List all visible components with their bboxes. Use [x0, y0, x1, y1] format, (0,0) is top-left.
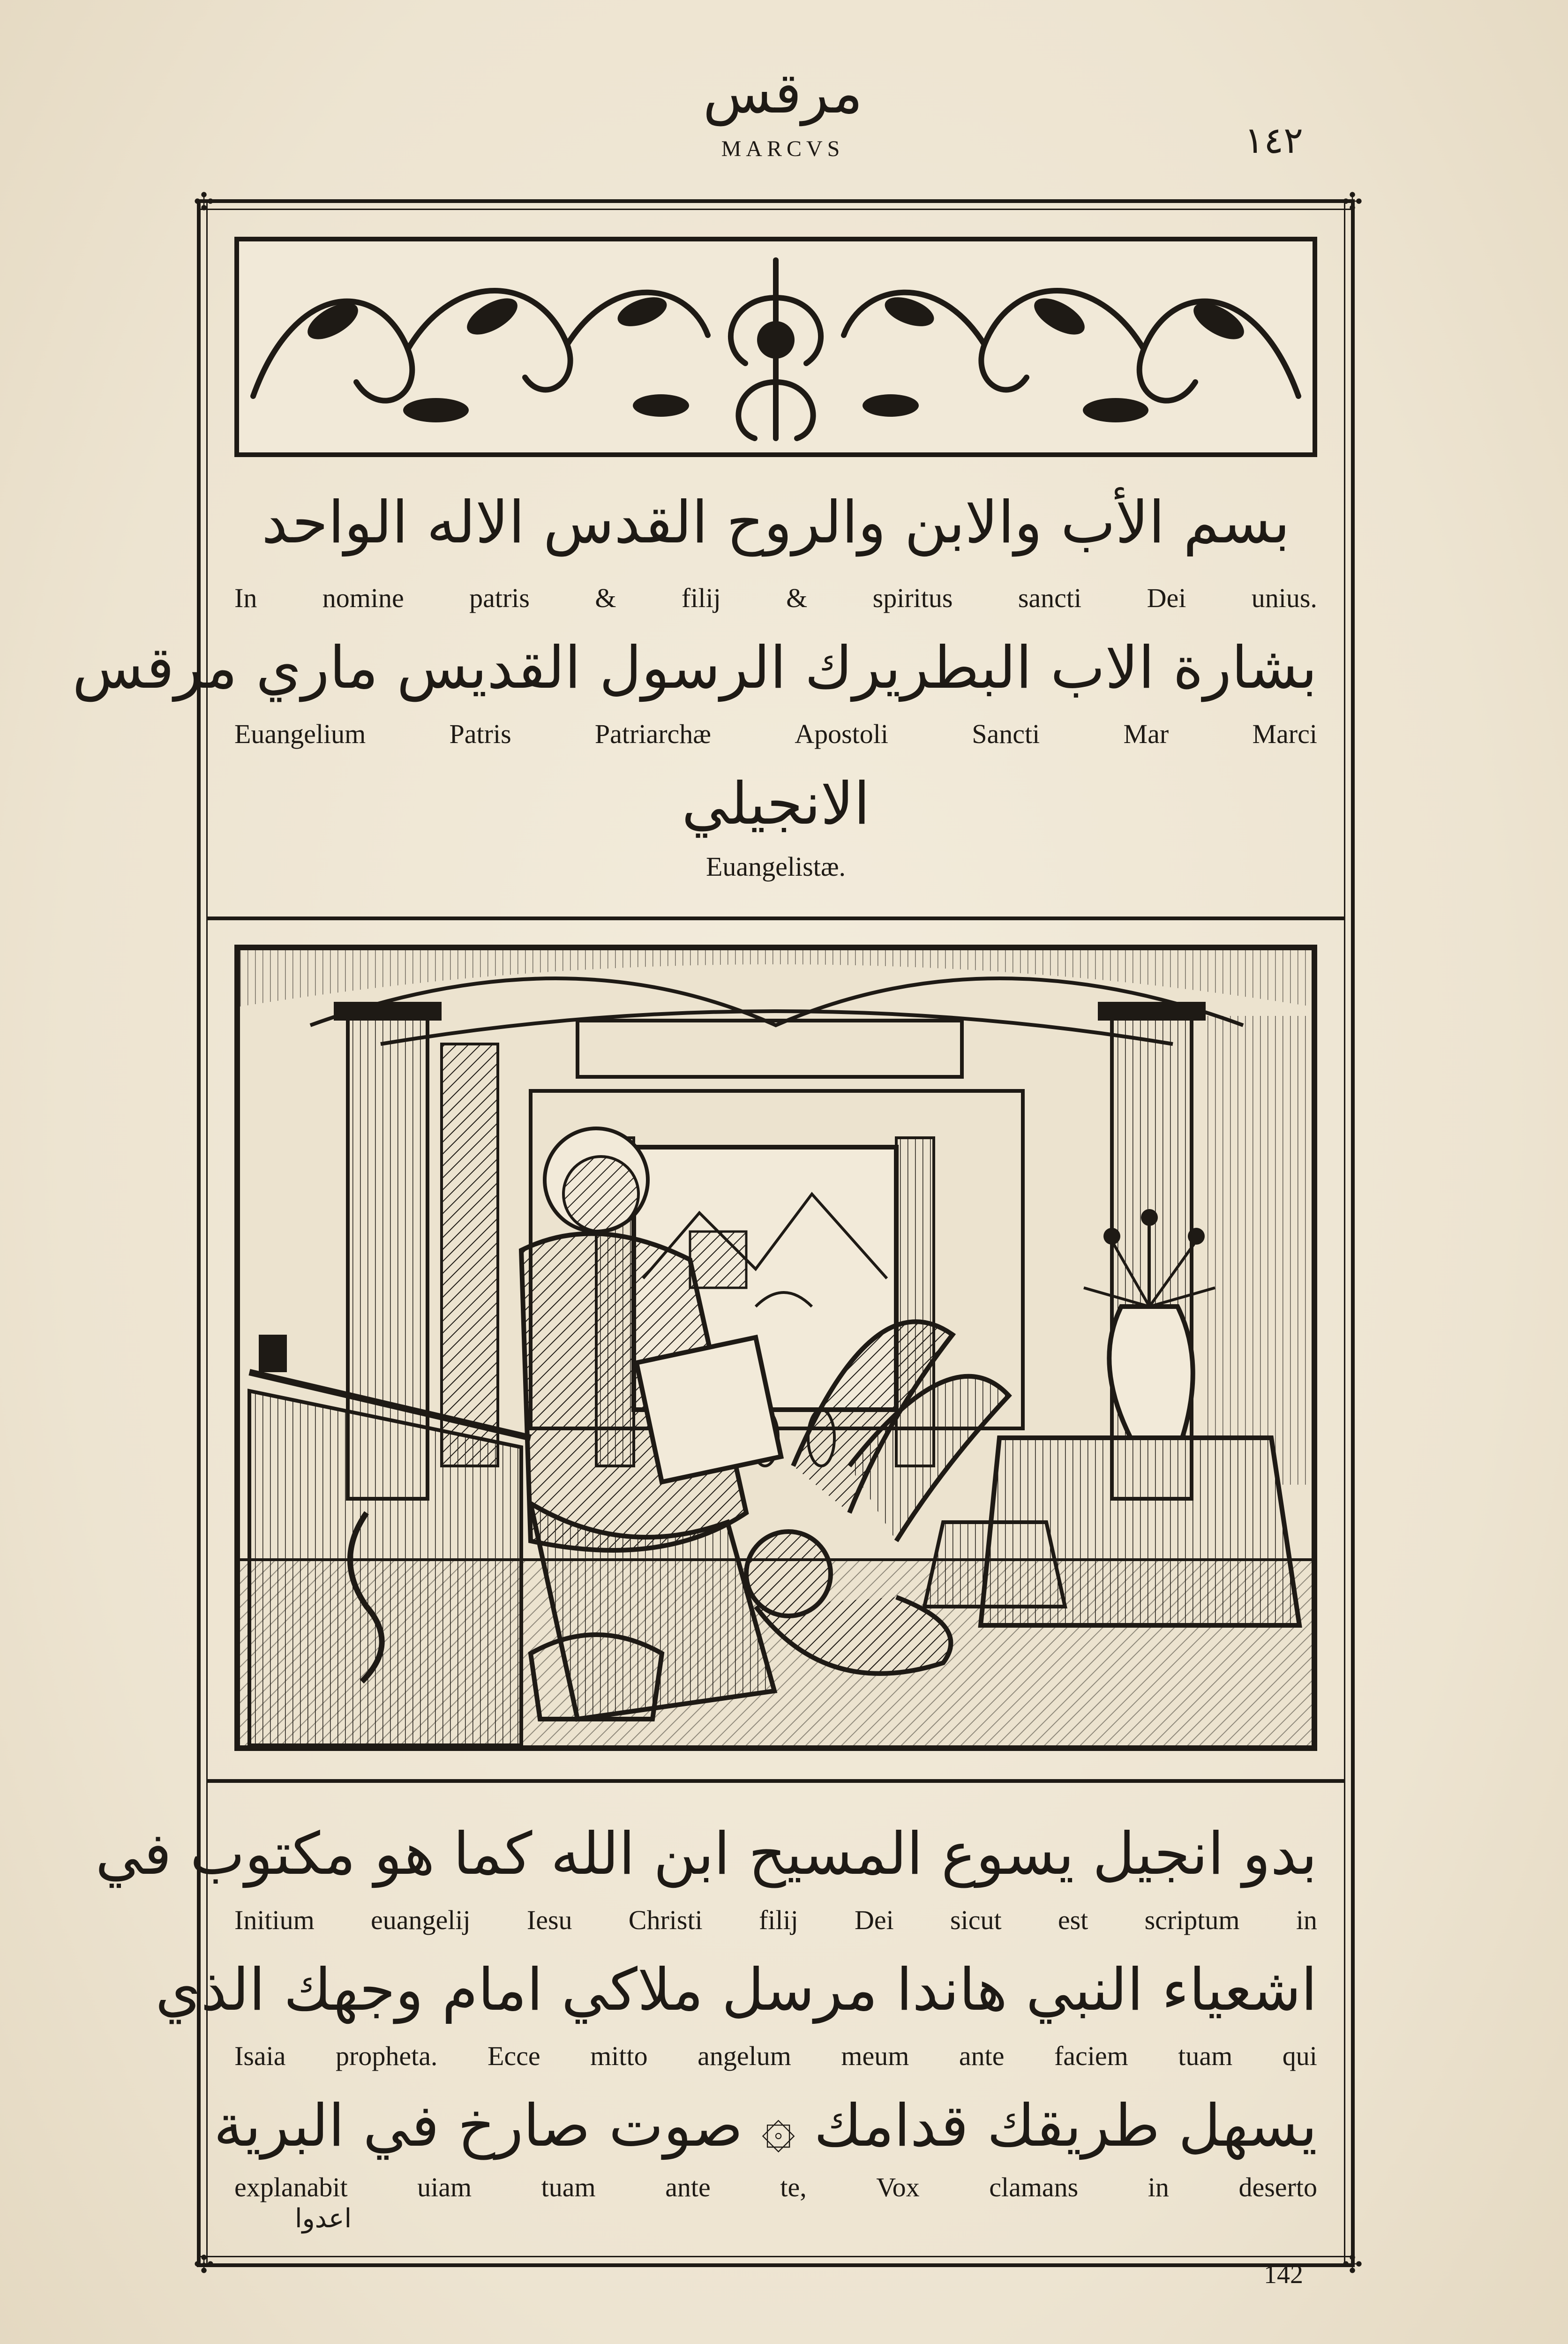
- header-arabic-folio: ١٤٢: [1244, 120, 1303, 162]
- woodcut-illustration: [234, 945, 1317, 1751]
- catchword: اعدوا: [295, 2203, 352, 2234]
- text-line-2-latin: Isaia propheta. Ecce mitto angelum meum ante faciem tuam qui: [234, 2041, 1317, 2071]
- floral-scroll-icon: [239, 241, 1313, 452]
- subtitle-arabic: الانجيلي: [682, 770, 870, 838]
- text-line-3-latin: explanabit uiam tuam ante te, Vox clamans in deserto: [234, 2172, 1317, 2202]
- gospel-title-latin: Euangelium Patris Patriarchæ Apostoli Sancti Mar Marci: [234, 719, 1317, 749]
- text-line-3-arabic: يسهل طريقك قدامك ۞ صوت صارخ في البرية: [213, 2092, 1317, 2160]
- header-arabic-title: مرقس: [703, 61, 863, 126]
- corner-ornament-icon: ✣: [1342, 2251, 1363, 2279]
- corner-ornament-icon: ✣: [194, 2251, 214, 2279]
- subtitle-latin: Euangelistæ.: [705, 851, 846, 882]
- ornamental-headpiece: [234, 237, 1317, 457]
- header-latin-title: MARCVS: [721, 136, 845, 161]
- gospel-title-arabic: بشارة الاب البطريرك الرسول القديس ماري مرقس: [72, 634, 1317, 702]
- text-line-1-arabic: بدو انجيل يسوع المسيح ابن الله كما هو مكتوب في: [95, 1820, 1317, 1888]
- corner-ornament-icon: ✣: [1342, 188, 1363, 216]
- invocation-latin: In nomine patris & filij & spiritus sancti Dei unius.: [234, 583, 1317, 613]
- corner-ornament-icon: ✣: [194, 188, 214, 216]
- text-line-2-arabic: اشعياء النبي هاندا مرسل ملاكي امام وجهك الذي: [155, 1956, 1317, 2024]
- invocation-arabic: بسم الأب والابن والروح القدس الاله الواحد: [262, 489, 1290, 556]
- page-number: 142: [1264, 2260, 1303, 2289]
- evangelist-mark-woodcut-icon: [240, 950, 1312, 1745]
- text-line-1-latin: Initium euangelij Iesu Christi filij Dei sicut est scriptum in: [234, 1905, 1317, 1935]
